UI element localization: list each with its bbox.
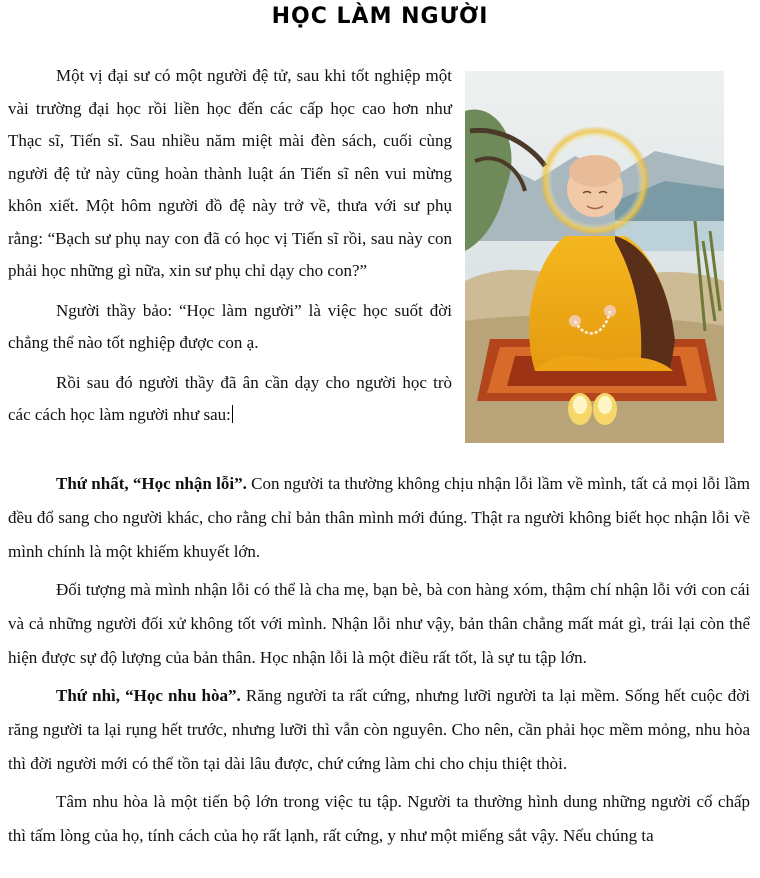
- intro-paragraph-2: Người thầy bảo: “Học làm người” là việc học suốt đời chẳng thể nào tốt nghiệp được con ạ.: [8, 300, 452, 352]
- intro-paragraph-1: Một vị đại sư có một người đệ tử, sau khi tốt nghiệp một vài trường đại học rồi liền học đến các cấp học cao hơn như Thạc sĩ, Tiến sĩ. Sau nhiều năm miệt mài đèn sách, cuối cùng người đệ tử này cũng hoàn thành luật án Tiến sĩ nên vui mừng khôn xiết. Một hôm người đồ đệ này trở về, thưa với sư phụ rằng: “Bạch sư phụ nay con đã có học vị Tiến sĩ rồi, sau này con phải học những gì nữa, xin sư phụ chỉ dạy cho con?”: [8, 66, 452, 280]
- text-cursor: [232, 405, 233, 423]
- intro-column: [8, 60, 452, 439]
- monk-illustration: [465, 71, 724, 443]
- section-4-text: Tâm nhu hòa là một tiến bộ lớn trong việc tu tập. Người ta thường hình dung những người cố chấp thì tấm lòng của họ, tính cách của họ rất lạnh, rất cứng, y như một miếng sắt vậy. Nếu chúng ta: [8, 792, 750, 845]
- document-title: HỌC LÀM NGƯỜI: [271, 4, 489, 29]
- intro-paragraph-3-text: Rồi sau đó người thầy đã ân cần dạy cho người học trò các cách học làm người như sau:: [8, 372, 452, 424]
- body-column: [8, 467, 750, 857]
- section-3-text: Răng người ta rất cứng, nhưng lưỡi người ta lại mềm. Sống hết cuộc đời răng người ta lại rụng hết trước, nhưng lưỡi thì vẫn còn nguyên. Cho nên, cần phải học mềm mỏng, nhu hòa thì đời người mới có thể tồn tại dài lâu được, chứ cứng làm chi cho chịu thiệt thòi.: [8, 686, 750, 773]
- section-paragraph-1: [8, 467, 750, 569]
- section-1-text: Con người ta thường không chịu nhận lỗi lầm về mình, tất cả mọi lỗi lầm đều đổ sang cho người khác, cho rằng chỉ bản thân mình mới đúng. Thật ra người không biết học nhận lỗi về mình chính là một khiếm khuyết lớn.: [8, 474, 751, 561]
- section-1-lead: Thứ nhất, “Học nhận lỗi”.: [56, 474, 247, 493]
- section-paragraph-3: [8, 679, 750, 781]
- section-3-lead: Thứ nhì, “Học nhu hòa”.: [56, 686, 241, 705]
- section-2-text: Đối tượng mà mình nhận lỗi có thể là cha mẹ, bạn bè, bà con hàng xóm, thậm chí nhận lỗi với con cái và cả những người đối xử không tốt với mình. Nhận lỗi như vậy, bản thân chẳng mất mát gì, trái lại còn thể hiện được sự độ lượng của bản thân. Học nhận lỗi là một điều rất tốt, là sự tu tập lớn.: [8, 580, 750, 667]
- intro-paragraph-3: [8, 367, 452, 432]
- section-paragraph-2: [8, 573, 750, 675]
- section-paragraph-4: [8, 785, 750, 853]
